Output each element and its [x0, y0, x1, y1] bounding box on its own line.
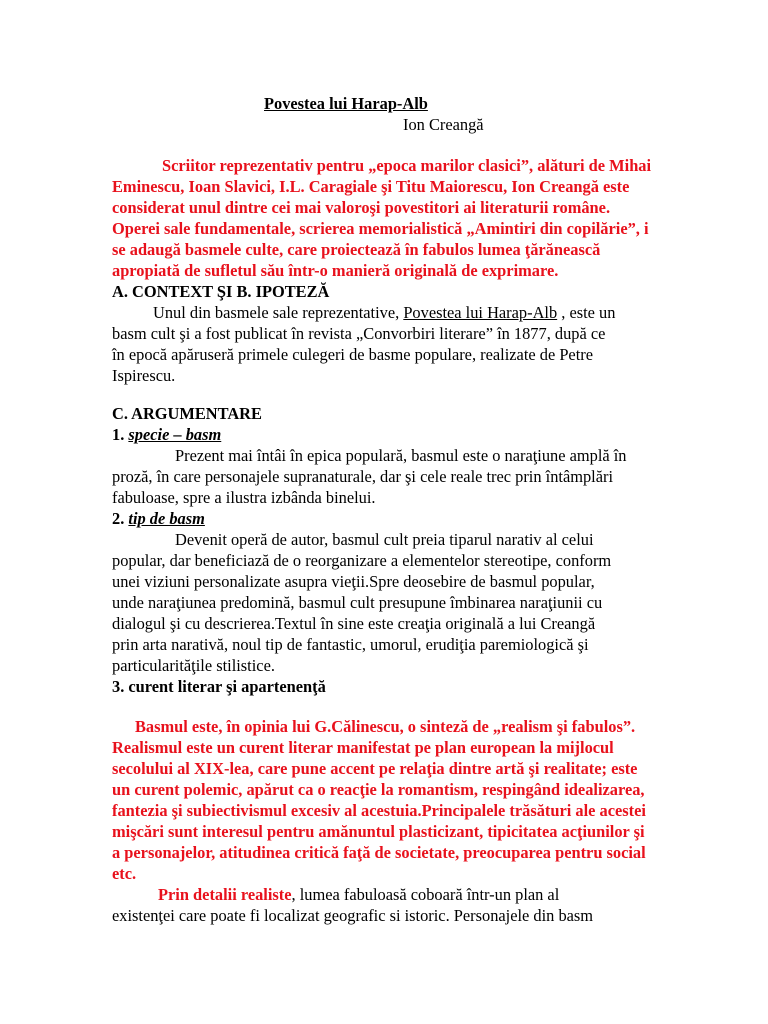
item-3-line: etc.	[112, 864, 137, 883]
section-a-line: basm cult şi a fost publicat în revista „Convorbiri literare” în 1877, după ce	[112, 324, 606, 343]
intro-line: apropiată de sufletul său într-o manieră originală de exprimare.	[112, 261, 559, 280]
item-3-line: Realismul este un curent literar manifestat pe plan european la mijlocul	[112, 738, 614, 757]
final-paragraph-line: existenţei care poate fi localizat geografic si istoric. Personajele din basm	[112, 906, 594, 925]
item-2-line: particularităţile stilistice.	[112, 656, 275, 675]
intro-line: Eminescu, Ioan Slavici, I.L. Caragiale şi Titu Maiorescu, Ion Creangă este	[112, 177, 630, 196]
item-3-line: secolului al XIX-lea, care pune accent pe relaţia dintre artă şi realitate; este	[112, 759, 638, 778]
work-title-reference: Povestea lui Harap-Alb	[403, 303, 558, 322]
item-3-line: fantezia şi subiectivismul excesiv al acestuia.Principalele trăsături ale acestei	[112, 801, 646, 820]
item-2-line: unei viziuni personalizate asupra vieţii.Spre deosebire de basmul popular,	[112, 572, 595, 591]
item-3-line: mişcări sunt interesul pentru amănuntul plasticizant, tipicitatea acţiunilor şi	[112, 822, 645, 841]
item-3-line: un curent polemic, apărut ca o reacţie la romantism, respingând idealizarea,	[112, 780, 645, 799]
emphasis-text: Prin detalii realiste	[158, 885, 292, 904]
section-a-line: în epocă apăruseră primele culegeri de basme populare, realizate de Petre	[112, 345, 593, 364]
section-a-line: Ispirescu.	[112, 366, 176, 385]
item-3-line: a personajelor, atitudinea critică faţă de societate, preocuparea pentru social	[112, 843, 646, 862]
item-2-line: prin arta narativă, noul tip de fantastic, umorul, erudiţia paremiologică şi	[112, 635, 589, 654]
intro-line: Operei sale fundamentale, scrierea memorialistică „Amintiri din copilărie”, i	[112, 219, 649, 238]
document-author: Ion Creangă	[403, 115, 484, 134]
section-a-heading: A. CONTEXT ŞI B. IPOTEZĂ	[112, 282, 330, 301]
section-a-text: Unul din basmele sale reprezentative,	[153, 303, 404, 322]
item-2-heading	[112, 508, 205, 529]
intro-line: se adaugă basmele culte, care proiectează în fabulos lumea ţărănească	[112, 240, 601, 259]
section-c-heading: C. ARGUMENTARE	[112, 404, 262, 423]
intro-line: Scriitor reprezentativ pentru „epoca marilor clasici”, alături de Mihai	[162, 156, 652, 175]
item-1-line: Prezent mai întâi în epica populară, basmul este o naraţiune amplă în	[175, 446, 627, 465]
item-2-line: Devenit operă de autor, basmul cult preia tiparul narativ al celui	[175, 530, 594, 549]
item-3-heading: 3. curent literar şi apartenenţă	[112, 677, 326, 696]
item-1-line: fabuloase, spre a ilustra izbânda binelui.	[112, 488, 376, 507]
section-a-text: , este un	[557, 303, 616, 322]
section-a-line	[153, 302, 615, 323]
document-title: Povestea lui Harap-Alb	[264, 94, 428, 113]
item-3-line: Basmul este, în opinia lui G.Călinescu, o sinteză de „realism şi fabulos”.	[135, 717, 636, 736]
item-2-number: 2.	[112, 509, 129, 528]
item-2-line: unde naraţiunea predomină, basmul cult presupune îmbinarea naraţiunii cu	[112, 593, 603, 612]
intro-line: considerat unul dintre cei mai valoroşi povestitori ai literaturii române.	[112, 198, 611, 217]
item-1-label: specie – basm	[128, 425, 222, 444]
item-1-number: 1.	[112, 425, 129, 444]
item-2-line: popular, dar beneficiază de o reorganizare a elementelor stereotipe, conform	[112, 551, 612, 570]
item-1-heading	[112, 424, 221, 445]
final-paragraph-text: , lumea fabuloasă coboară într-un plan al	[291, 885, 560, 904]
item-2-line: dialogul şi cu descrierea.Textul în sine este creaţia originală a lui Creangă	[112, 614, 596, 633]
final-paragraph-line	[158, 884, 559, 905]
item-1-line: proză, în care personajele supranaturale, dar şi cele reale trec prin întâmplări	[112, 467, 614, 486]
item-2-label: tip de basm	[128, 509, 205, 528]
